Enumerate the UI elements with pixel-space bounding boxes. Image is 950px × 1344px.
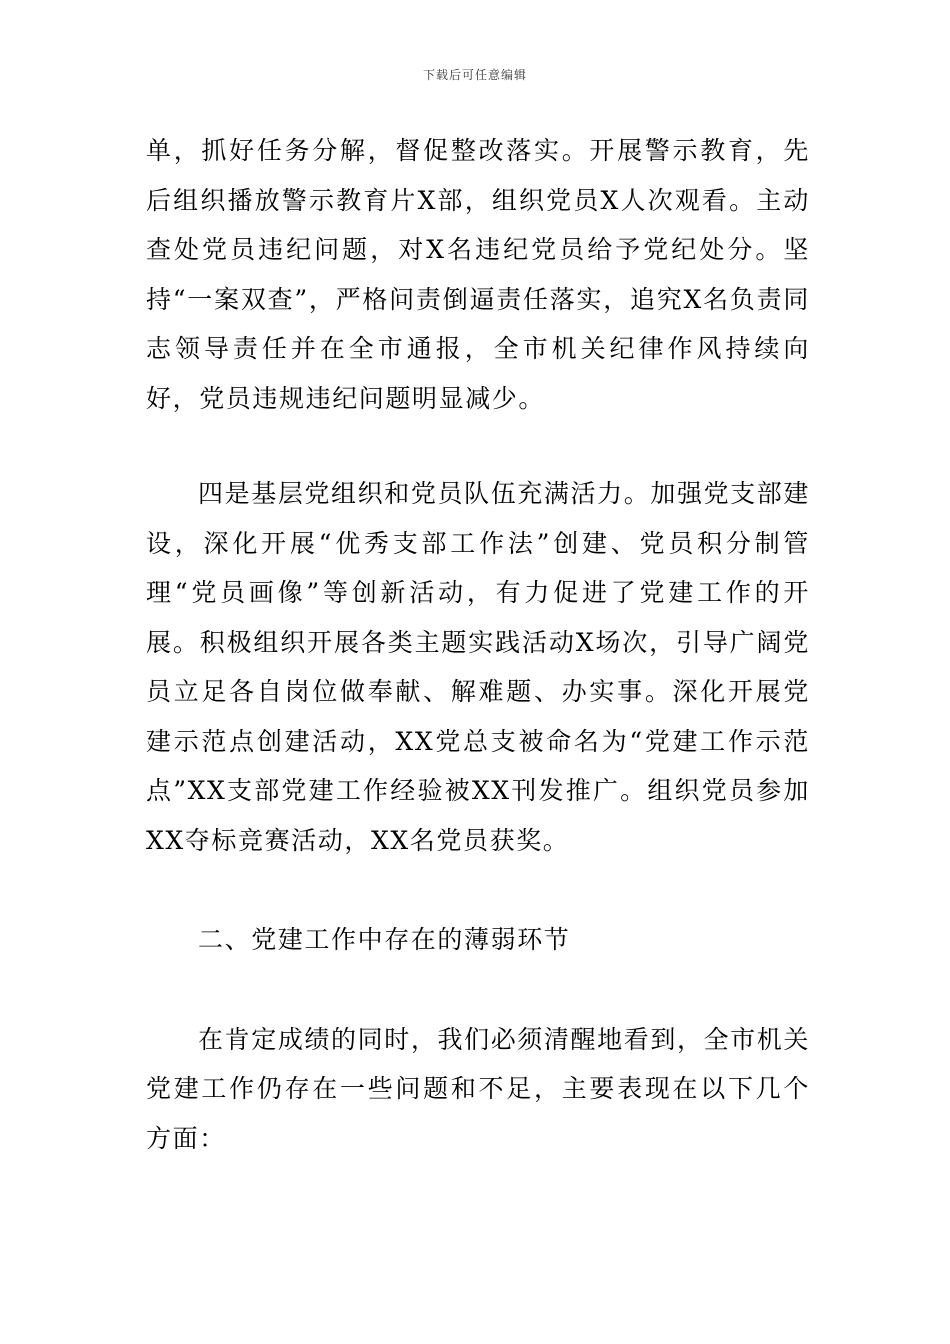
paragraph-grassroots-vitality: 四是基层党组织和党员队伍充满活力。加强党支部建设，深化开展“优秀支部工作法”创建、党员积分制管理“党员画像”等创新活动，有力促进了党建工作的开展。积极组织开展各类主题实践活动X场次，引导广阔党员立足各自岗位做奉献、解难题、办实事。深化开展党建示范点创建活动，XX党总支被命名为“党建工作示范点”XX支部党建工作经验被XX刊发推广。组织党员参加XX夺标竞赛活动，XX名党员获奖。 [146, 479, 810, 855]
paragraph-problems-intro: 在肯定成绩的同时，我们必须清醒地看到，全市机关党建工作仍存在一些问题和不足，主要表现在以下几个方面： [146, 1024, 810, 1153]
section-heading-weak-links: 二、党建工作中存在的薄弱环节 [198, 925, 571, 954]
paragraph-continuation: 单，抓好任务分解，督促整改落实。开展警示教育，先后组织播放警示教育片X部，组织党员X人次观看。主动查处党员违纪问题，对X名违纪党员给予党纪处分。坚持“一案双查”，严格问责倒逼责任落实，追究X名负责同志领导责任并在全市通报，全市机关纪律作风持续向好，党员违规违纪问题明显减少。 [146, 136, 810, 413]
header-note: 下载后可任意编辑 [422, 68, 527, 82]
document-body [146, 126, 810, 1163]
